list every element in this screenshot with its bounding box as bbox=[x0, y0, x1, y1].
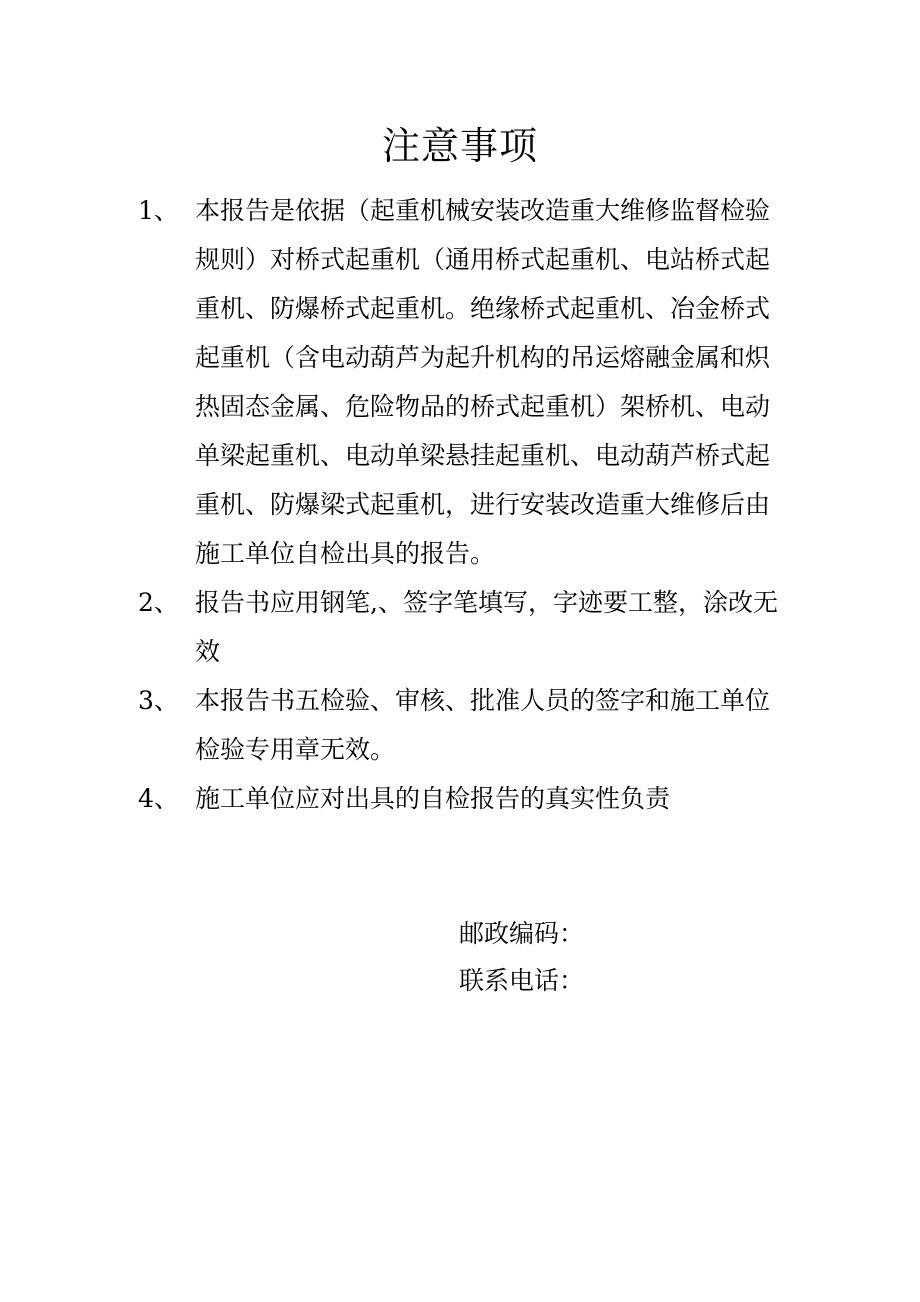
note-text: 本报告书五检验、审核、批准人员的签字和施工单位检验专用章无效。 bbox=[195, 686, 771, 764]
note-text: 施工单位应对出具的自检报告的真实性负责 bbox=[195, 784, 671, 813]
page-title: 注意事项 bbox=[381, 124, 538, 168]
note-number: 4、 bbox=[138, 784, 179, 813]
note-text: 本报告是依据（起重机械安装改造重大维修监督检验规则）对桥式起重机（通用桥式起重机、电站桥式起重机、防爆桥式起重机。绝缘桥式起重机、冶金桥式起重机（含电动葫芦为起升机构的吊运熔融金属和炽热固态金属、危险物品的桥式起重机）架桥机、电动单梁起重机、电动单梁悬挂起重机、电动葫芦桥式起重机、防爆梁式起重机，进行安装改造重大维修后由施工单位自检出具的报告。 bbox=[195, 196, 771, 568]
note-text: 报告书应用钢笔,、签字笔填写，字迹要工整，涂改无效 bbox=[195, 588, 778, 666]
note-item-3 bbox=[138, 676, 785, 774]
note-number: 3、 bbox=[138, 686, 179, 715]
phone-label: 联系电话： bbox=[459, 966, 585, 995]
notes-list bbox=[138, 186, 798, 823]
postal-code-label: 邮政编码： bbox=[459, 919, 585, 948]
note-item-2 bbox=[138, 578, 785, 676]
note-number: 1、 bbox=[138, 196, 179, 225]
note-item-1 bbox=[138, 186, 785, 578]
note-item-4 bbox=[138, 774, 785, 823]
contact-block bbox=[459, 910, 584, 1004]
note-number: 2、 bbox=[138, 588, 179, 617]
